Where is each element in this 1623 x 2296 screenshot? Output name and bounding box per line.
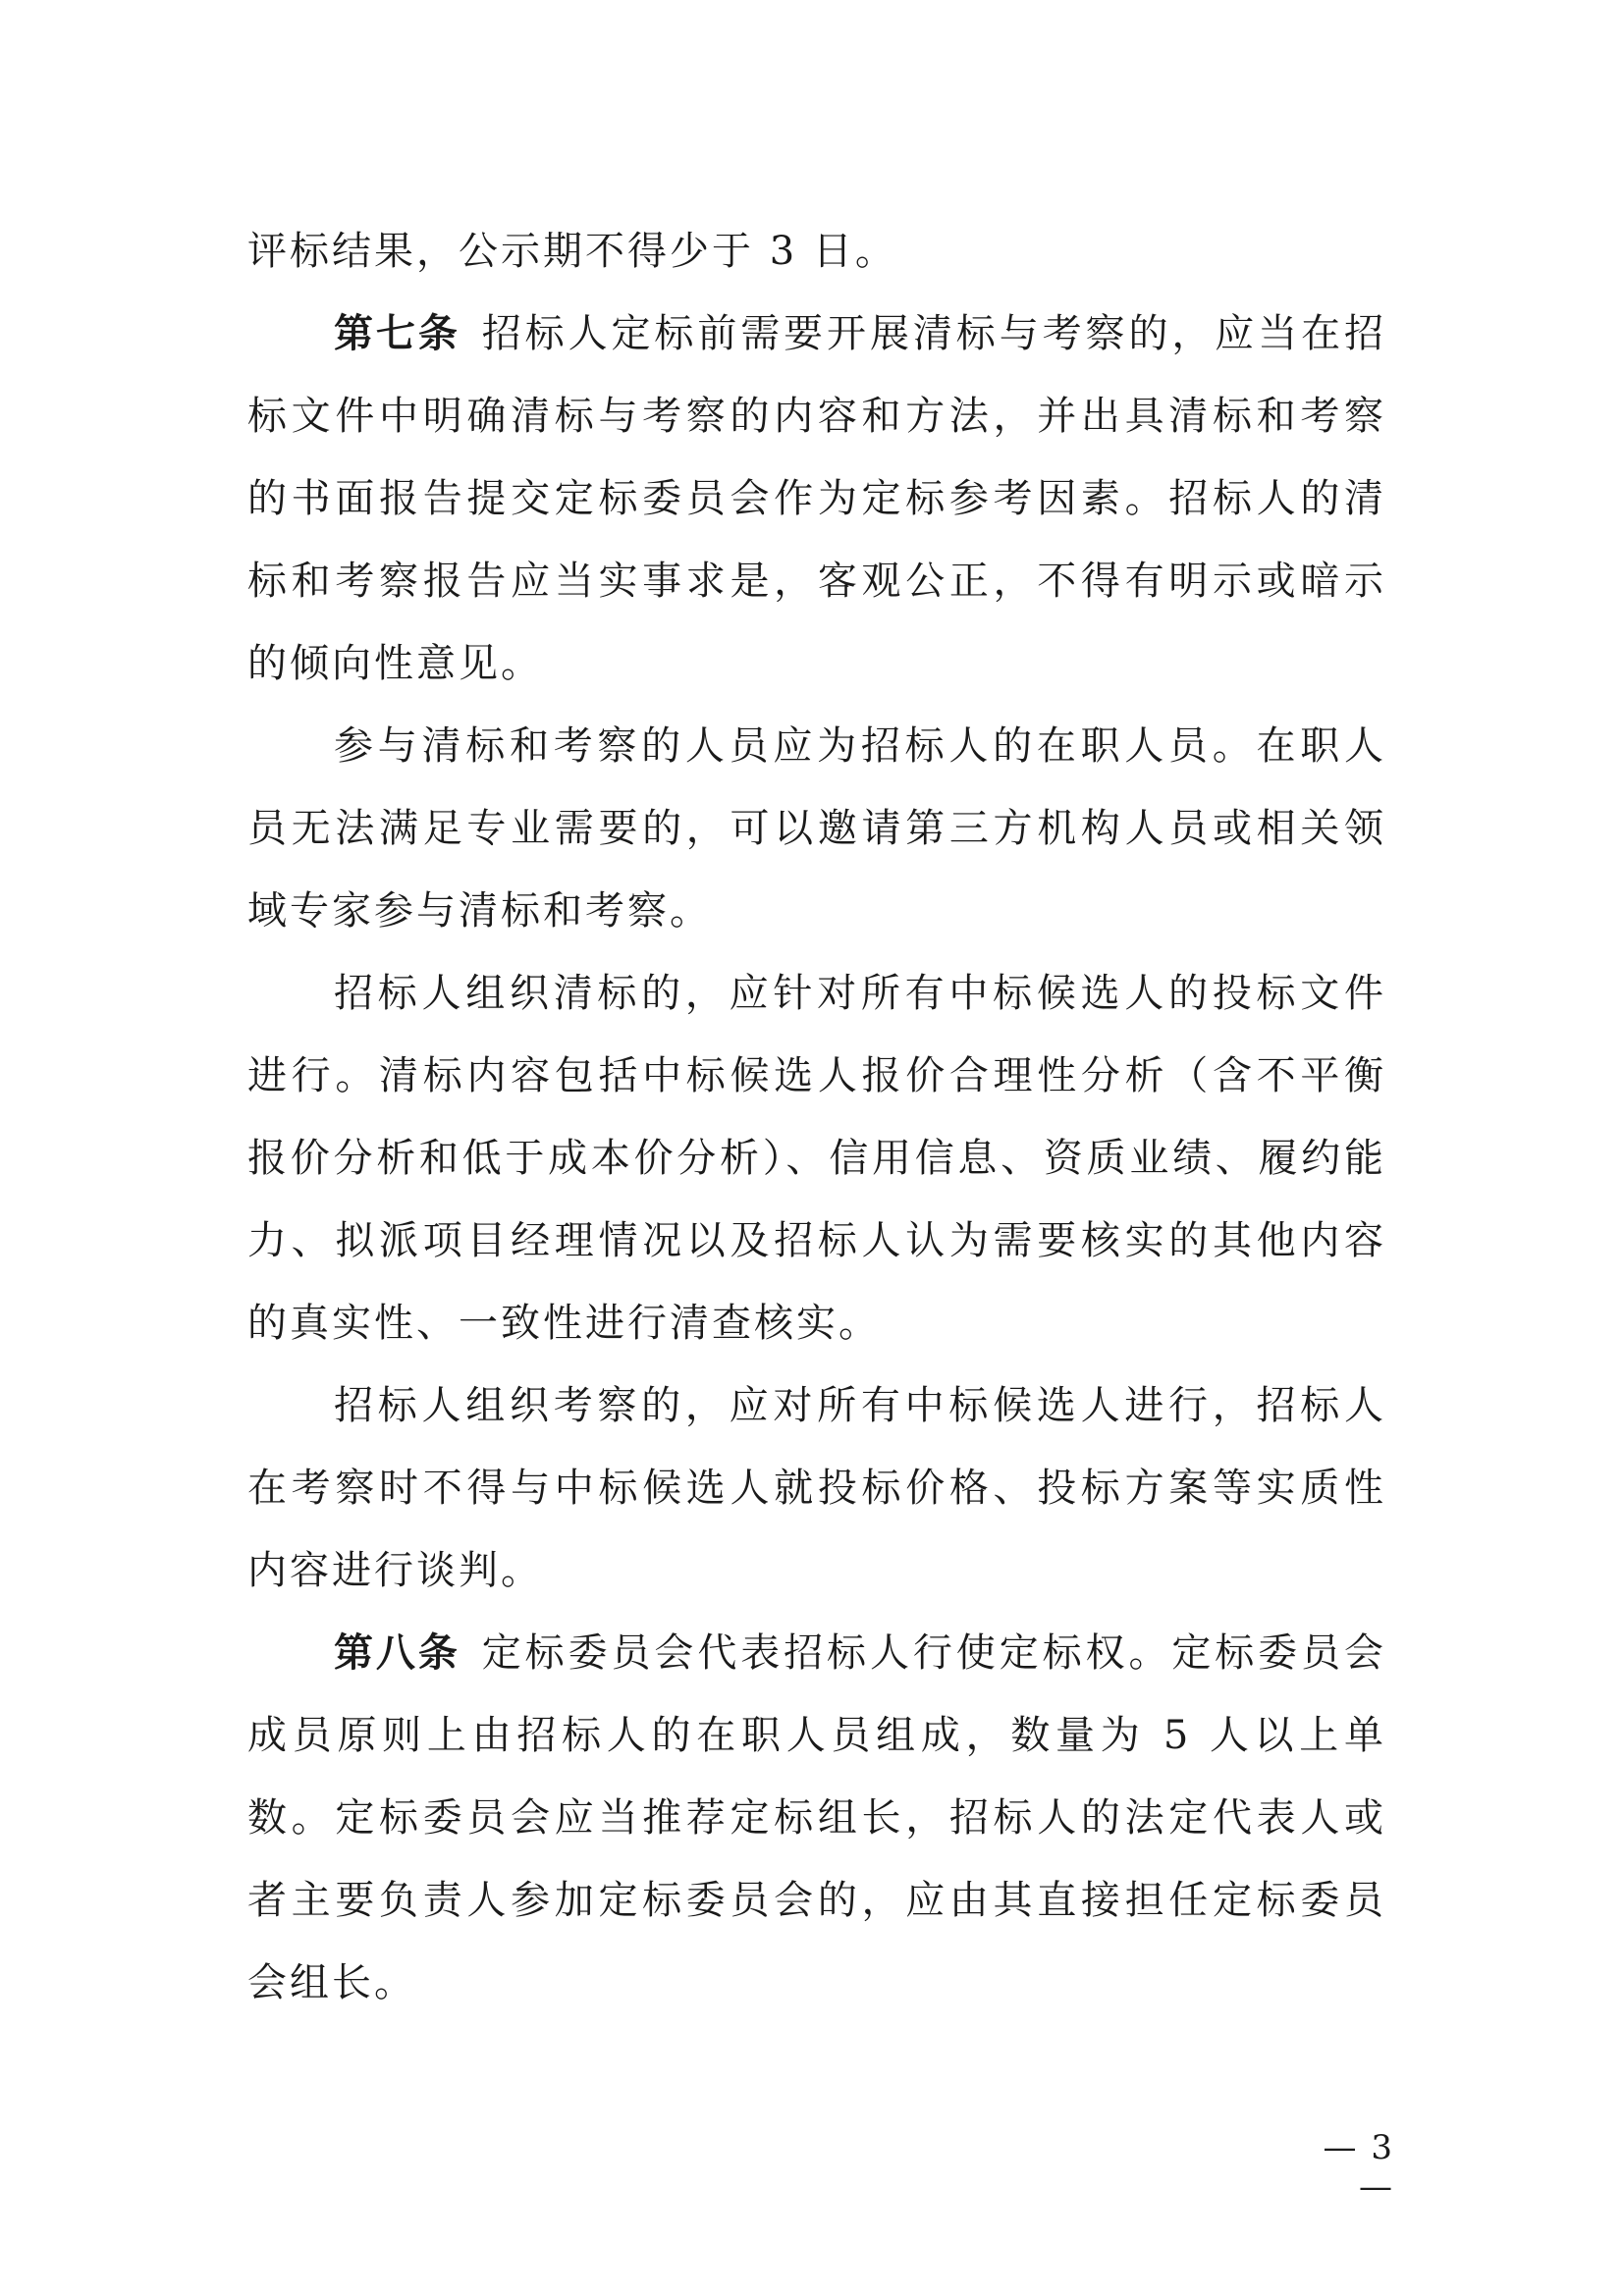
paragraph-continuation (247, 210, 1386, 293)
paragraph-bid-clearing (247, 952, 1386, 1364)
paragraph-staff (247, 705, 1386, 952)
paragraph-text: 招标人组织考察的，应对所有中标候选人进行，招标人在考察时不得与中标候选人就投标价格、投标方案等实质性内容进行谈判。 (247, 1383, 1386, 1593)
paragraph-text: 参与清标和考察的人员应为招标人的在职人员。在职人员无法满足专业需要的，可以邀请第三方机构人员或相关领域专家参与清标和考察。 (247, 723, 1386, 934)
paragraph-text: 招标人定标前需要开展清标与考察的，应当在招标文件中明确清标与考察的内容和方法，并出具清标和考察的书面报告提交定标委员会作为定标参考因素。招标人的清标和考察报告应当实事求是，客观公正，不得有明示或暗示的倾向性意见。 (247, 311, 1387, 686)
article-number: 第七条 (334, 311, 460, 356)
paragraph-text: 招标人组织清标的，应针对所有中标候选人的投标文件进行。清标内容包括中标候选人报价合理性分析（含不平衡报价分析和低于成本价分析）、信用信息、资质业绩、履约能力、拟派项目经理情况以及招标人认为需要核实的其他内容的真实性、一致性进行清查核实。 (247, 971, 1386, 1346)
paragraph-text: 定标委员会代表招标人行使定标权。定标委员会成员原则上由招标人的在职人员组成，数量为 5 人以上单数。定标委员会应当推荐定标组长，招标人的法定代表人或者主要负责人参加定标委员会的，应由其直接担任定标委员会组长。 (247, 1630, 1387, 2005)
article-number: 第八条 (334, 1630, 460, 1676)
paragraph-text: 评标结果，公示期不得少于 3 日。 (247, 229, 897, 274)
paragraph-inspection (247, 1364, 1386, 1612)
paragraph-article-8 (247, 1612, 1386, 2024)
document-body (247, 210, 1386, 2024)
page-number: — 3 — (1323, 2128, 1394, 2207)
paragraph-article-7 (247, 293, 1386, 705)
